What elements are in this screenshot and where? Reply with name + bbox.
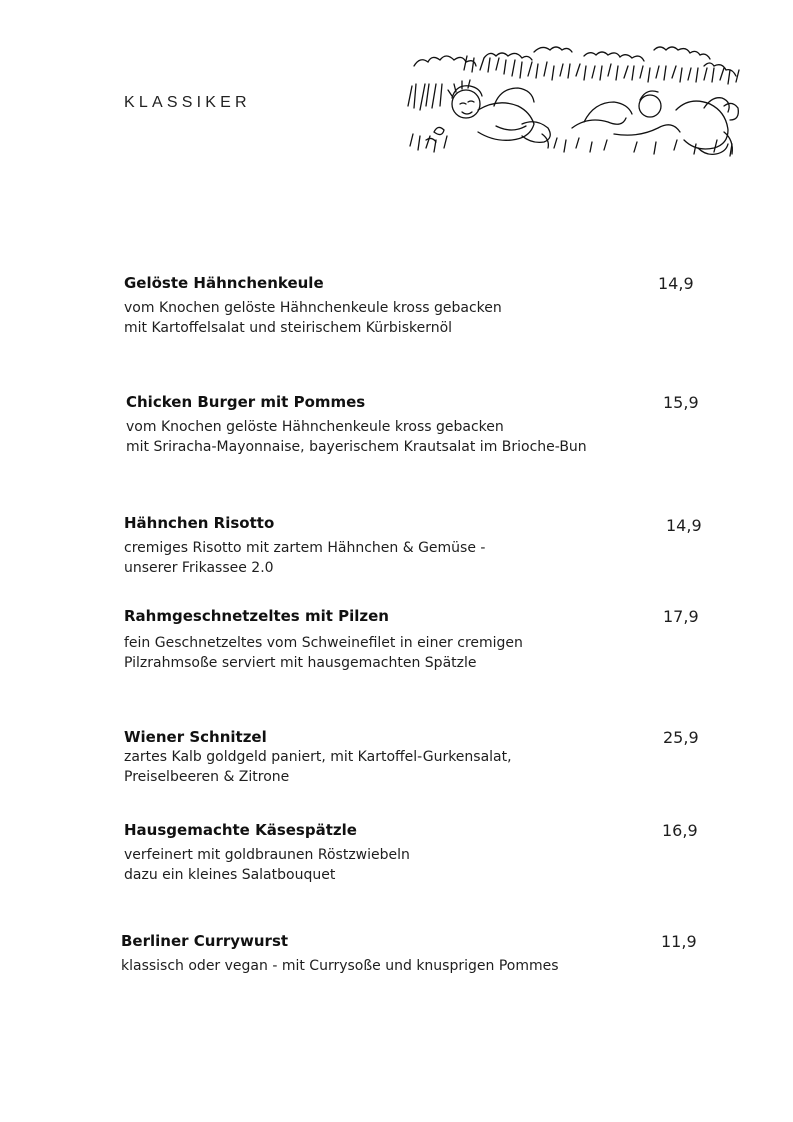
menu-item-price: 17,9	[663, 607, 699, 626]
menu-item	[124, 728, 512, 787]
sleeping-figures-illustration	[404, 36, 744, 164]
menu-item-description-line: unserer Frikassee 2.0	[124, 560, 274, 576]
menu-item-description-line: zartes Kalb goldgeld paniert, mit Kartoffel-Gurkensalat,	[124, 749, 512, 765]
menu-item-description	[124, 298, 502, 338]
menu-item-price: 11,9	[661, 932, 697, 951]
menu-item	[126, 393, 587, 457]
menu-item-description-line: mit Kartoffelsalat und steirischem Kürbiskernöl	[124, 320, 453, 336]
menu-item-description-line: mit Sriracha-Mayonnaise, bayerischem Krautsalat im Brioche-Bun	[126, 439, 587, 455]
menu-item-name: Chicken Burger mit Pommes	[126, 393, 366, 411]
menu-item-name: Berliner Currywurst	[121, 932, 289, 950]
menu-item	[124, 514, 485, 578]
menu-item-description	[124, 747, 512, 787]
menu-item-description-line: verfeinert mit goldbraunen Röstzwiebeln	[124, 847, 410, 863]
menu-item-description-line: cremiges Risotto mit zartem Hähnchen & Gemüse -	[124, 540, 486, 556]
menu-item-price: 14,9	[666, 516, 702, 535]
menu-item-name: Hähnchen Risotto	[124, 514, 275, 532]
menu-item-description	[124, 538, 485, 578]
page-title: KLASSIKER	[124, 94, 251, 111]
menu-item	[124, 607, 523, 673]
menu-item-name: Wiener Schnitzel	[124, 728, 267, 746]
menu-item-description	[121, 956, 559, 976]
menu-item-description-line: fein Geschnetzeltes vom Schweinefilet in einer cremigen	[124, 635, 523, 651]
menu-item-name: Rahmgeschnetzeltes mit Pilzen	[124, 607, 389, 625]
menu-item-description-line: vom Knochen gelöste Hähnchenkeule kross gebacken	[124, 300, 502, 316]
menu-item-description-line: klassisch oder vegan - mit Currysoße und knusprigen Pommes	[121, 958, 559, 974]
menu-item-price: 25,9	[663, 728, 699, 747]
menu-item-description-line: vom Knochen gelöste Hähnchenkeule kross gebacken	[126, 419, 504, 435]
menu-item-description	[124, 633, 523, 673]
menu-item-name: Hausgemachte Käsespätzle	[124, 821, 357, 839]
menu-item-price: 15,9	[663, 393, 699, 412]
menu-item-description-line: Preiselbeeren & Zitrone	[124, 769, 290, 785]
menu-item	[124, 274, 502, 338]
menu-item-description	[126, 417, 587, 457]
menu-item-price: 16,9	[662, 821, 698, 840]
menu-item-name: Gelöste Hähnchenkeule	[124, 274, 324, 292]
menu-item-price: 14,9	[658, 274, 694, 293]
menu-item	[124, 821, 410, 885]
menu-item-description	[124, 845, 410, 885]
menu-item-description-line: dazu ein kleines Salatbouquet	[124, 867, 336, 883]
menu-item	[121, 932, 559, 976]
menu-item-description-line: Pilzrahmsoße serviert mit hausgemachten Spätzle	[124, 655, 477, 671]
